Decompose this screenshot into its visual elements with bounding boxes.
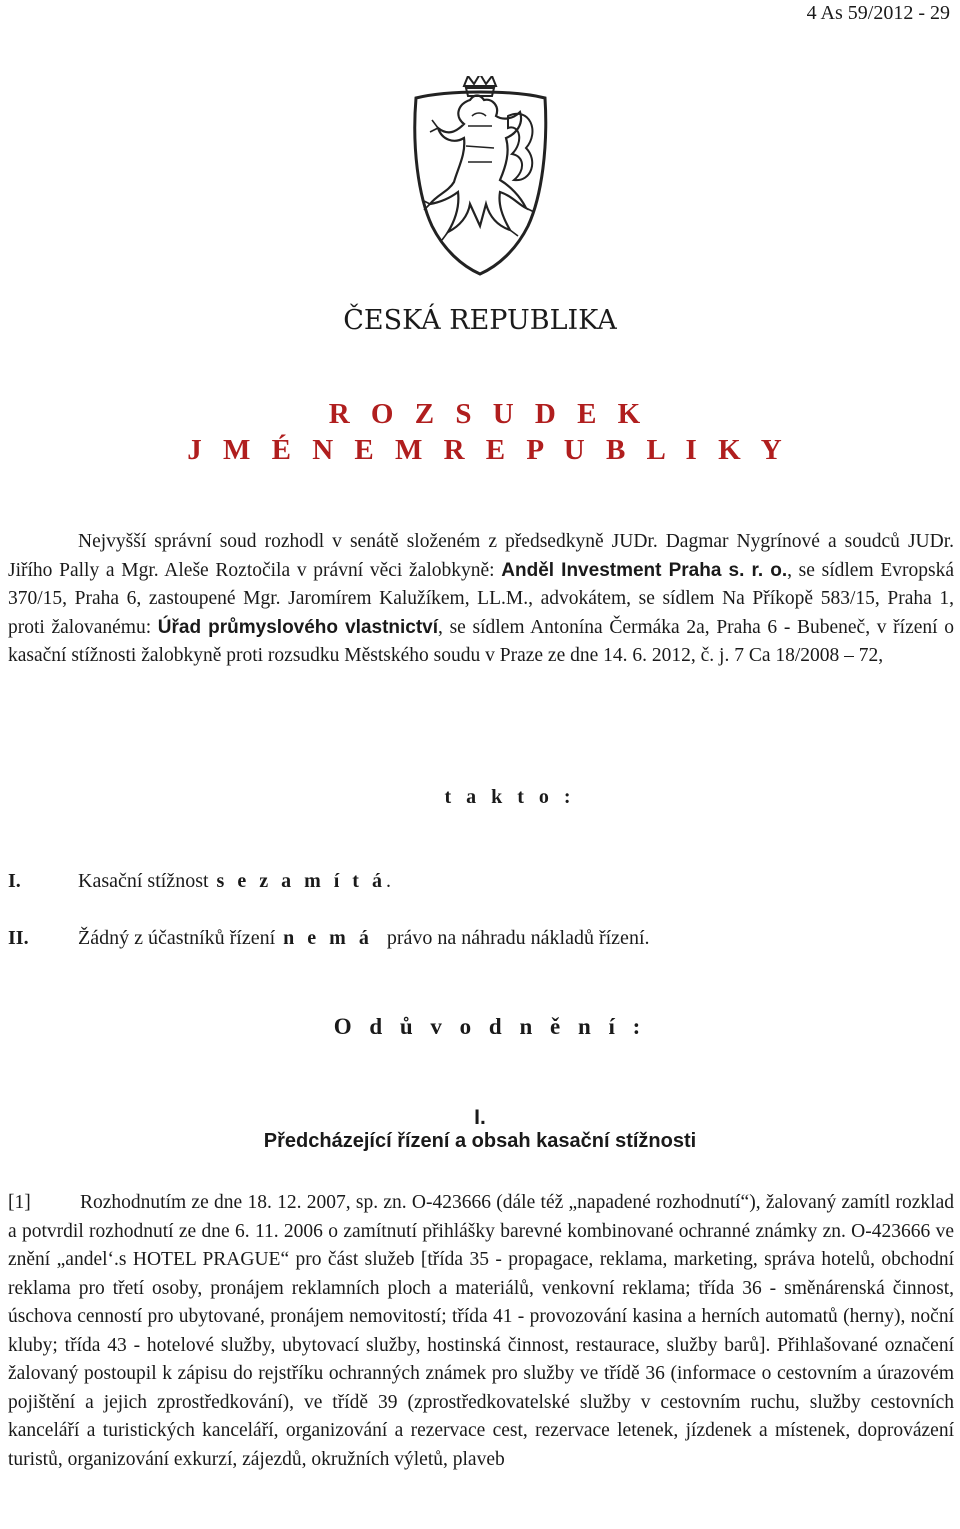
verdict-number: I. (8, 870, 21, 892)
judgment-subtitle: J M É N E M R E P U B L I K Y (187, 434, 789, 466)
document-reference: 4 As 59/2012 - 29 (806, 2, 950, 24)
verdict-text: Žádný z účastníků řízení (78, 927, 276, 949)
intro-paragraph (8, 528, 954, 671)
verdict-decision: n e m á (283, 927, 373, 949)
reasoning-heading: O d ů v o d n ě n í : (333, 1014, 647, 1039)
verdict-item (8, 870, 391, 893)
verdict-decision: s e z a m í t á (216, 870, 386, 892)
intro-text-2: , se sídlem Evropská 370/15, Praha 6, zastoupené Mgr. Jaromírem Kalužíkem, LL.M., advokátem, se sídlem Na Příkopě 583/15, Praha 1, proti žalovanému: (8, 559, 954, 638)
paragraph-1 (8, 1189, 954, 1474)
defendant-name: Úřad průmyslového vlastnictví (157, 616, 439, 638)
paragraph-text: Rozhodnutím ze dne 18. 12. 2007, sp. zn. O-423666 (dále též „napadené rozhodnutí“), žalovaný zamítl rozklad a potvrdil rozhodnutí ze dne 6. 11. 2006 o zamítnutí přihlášky barevné kombinované ochranné známky zn. O-423666 ve znění „andel‘.s HOTEL PRAGUE“ pro část služeb [třída 35 - propagace, reklama, marketing, správa hotelů, obchodní reklama pro třetí osoby, pronájem reklamních ploch a materiálů, venkovní reklama; třída 36 - směnárenská činnost, úschova cenností pro ubytované, pronájem nemovitostí; třída 41 - provozování kasina a herních automatů (herny), noční kluby; třída 43 - hotelové služby, ubytovací služby, hostinská činnost, restaurace, služby barů]. Přihlašované označení žalovaný postoupil k zápisu do rejstříku ochranných známek pro služby ve třídě 36 (informace o cestovním a úrazovém pojištění a jejich zprostředkování), ve třídě 39 (zprostředkovatelské služby v cestovním ruchu, služby cestovních kanceláří a turistických kanceláří, organizování a rezervace cest, rezervace letenek, jízdenek a místenek, doprovázení turistů, organizování exkurzí, zájezdů, okružních výletů, plaveb (8, 1192, 954, 1470)
section-title: Předcházející řízení a obsah kasační stížnosti (263, 1130, 697, 1152)
section-number: I. (474, 1106, 486, 1129)
verdict-item (8, 927, 650, 950)
state-coat-of-arms-icon (408, 76, 553, 276)
verdict-number: II. (8, 927, 29, 949)
verdict-text-end: právo na náhradu nákladů řízení. (386, 927, 650, 949)
intro-text-1: Nejvyšší správní soud rozhodl v senátě složeném z předsedkyně JUDr. Dagmar Nygrínové a soudců JUDr. Jiřího Pally a Mgr. Aleše Roztočila v právní věci žalobkyně: (8, 531, 954, 581)
verdict-text-end: . (385, 870, 391, 892)
verdict-text: Kasační stížnost (78, 870, 209, 892)
takto-heading: t a k t o : (444, 786, 576, 808)
plaintiff-name: Anděl Investment Praha s. r. o. (501, 559, 788, 581)
paragraph-number: [1] (8, 1192, 31, 1213)
intro-text-3: , se sídlem Antonína Čermáka 2a, Praha 6 - Bubeneč, v řízení o kasační stížnosti žalobkyně proti rozsudku Městského soudu v Praze ze dne 14. 6. 2012, č. j. 7 Ca 18/2008 – 72, (8, 616, 954, 666)
country-name: ČESKÁ REPUBLIKA (343, 305, 617, 336)
judgment-title: R O Z S U D E K (328, 398, 648, 430)
